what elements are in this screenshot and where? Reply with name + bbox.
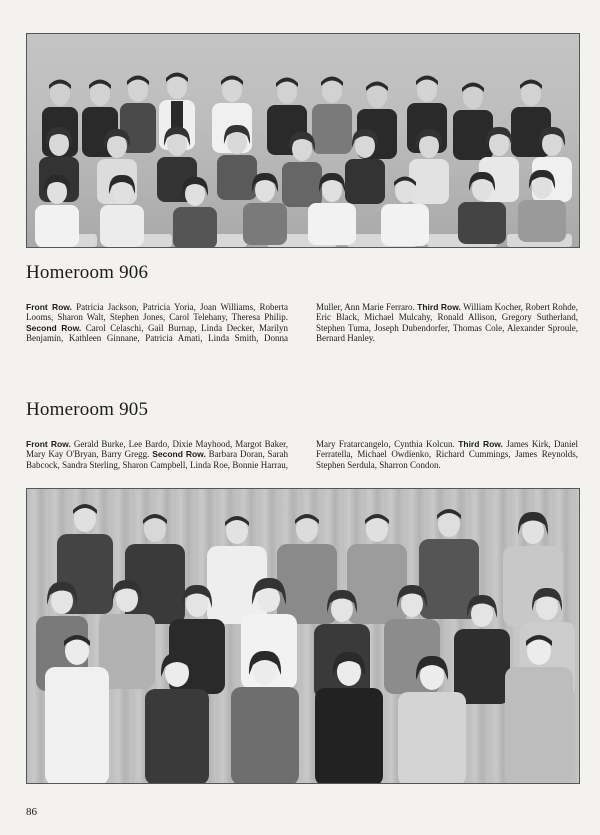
row-names: Patricia Jackson, Patricia Yoria, Joan Williams, Roberta Looms, Sharon Walt, Stephen Jones, Carol Telehany, Theresa Philip. xyxy=(26,302,289,323)
row-names: Gerald Burke, Lee Bardo, Dixie Mayhood, Margot Baker, Mary Kay O'Bryan, Barry Gregg. xyxy=(26,439,288,460)
row-label: Third Row. xyxy=(458,439,503,449)
row-names: William Kocher, Robert Rohde, Eric Black, Michael Mulcahy, Ronald Allison, Gregory Sutherland, Stephen Tuma, Joseph Dubendorfer, Thomas Cole, Alexander Sproule, Bernard Hanley. xyxy=(316,302,578,344)
row-label: Front Row. xyxy=(26,302,72,312)
row-label: Third Row. xyxy=(417,302,461,312)
row-label: Front Row. xyxy=(26,439,71,449)
homeroom-906-heading: Homeroom 906 xyxy=(26,262,149,283)
row-label: Second Row. xyxy=(26,322,82,333)
group-photo-906-figures xyxy=(27,34,579,247)
row-names: James Kirk, Daniel Ferratella, Michael Owdienko, Richard Cummings, James Reynolds, Stephen Serdula, Sharron Condon. xyxy=(316,439,578,470)
group-photo-905-figures xyxy=(27,489,579,783)
homeroom-905-heading: Homeroom 905 xyxy=(26,399,149,420)
homeroom-905-caption xyxy=(26,439,578,470)
homeroom-905-photo xyxy=(26,488,580,784)
homeroom-906-caption xyxy=(26,302,578,344)
row-names: Barbara Doran, Sarah Babcock, Sandra Sterling, Sharon Campbell, Linda Roe, Bonnie Harrau, Mary Fratarcangelo, Cynthia Kolcun. xyxy=(26,439,455,470)
row-label: Second Row. xyxy=(152,449,206,460)
page-number: 86 xyxy=(26,806,37,818)
homeroom-906-photo xyxy=(26,33,580,248)
row-names: Carol Celaschi, Gail Burnap, Linda Decker, Marilyn Benjamin, Kathleen Ginnane, Patricia Amati, Linda Smith, Donna Muller, Ann Marie Ferraro. xyxy=(26,302,415,344)
